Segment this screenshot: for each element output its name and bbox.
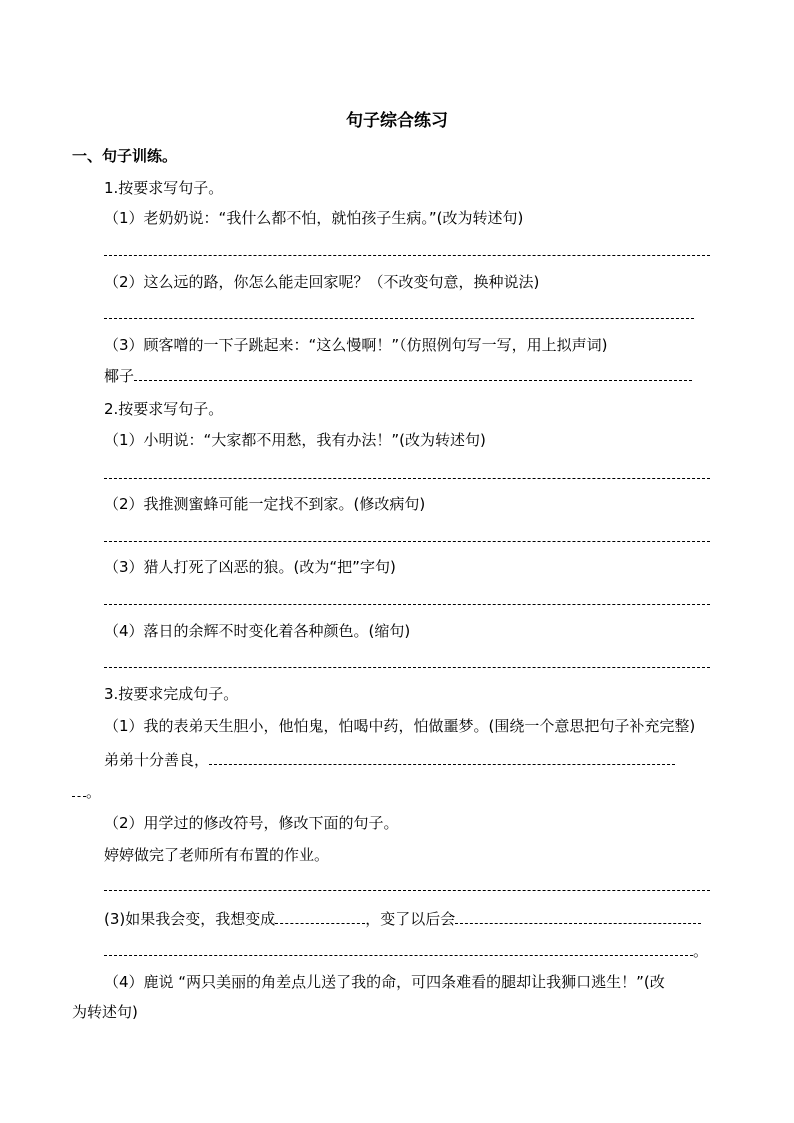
question-text: ，变了以后会 [365, 910, 456, 928]
question-3-item-2: （2）用学过的修改符号，修改下面的句子。 [104, 814, 399, 832]
answer-end: 。 [86, 783, 102, 801]
question-3-item-1-answer-end [72, 782, 101, 802]
question-2-item-1: （1）小明说：“大家都不用愁，我有办法！”(改为转述句) [104, 431, 486, 449]
question-3-item-3-continued [104, 941, 708, 961]
answer-line[interactable] [104, 667, 710, 668]
question-3-item-1-answer [104, 750, 675, 770]
question-1-item-3: （3）顾客噌的一下子跳起来：“这么慢啊！”（仿照例句写一写，用上拟声词) [104, 336, 608, 354]
question-2-item-3: （3）猎人打死了凶恶的狼。(改为“把”字句) [104, 558, 396, 576]
answer-blank[interactable] [72, 782, 86, 797]
answer-blank[interactable] [134, 366, 692, 381]
answer-line[interactable] [104, 541, 710, 542]
question-2-item-4: （4）落日的余辉不时变化着各种颜色。(缩句) [104, 622, 411, 640]
answer-prefix: 椰子 [104, 367, 135, 385]
answer-line[interactable] [104, 478, 710, 479]
question-2-label: 2.按要求写句子。 [104, 400, 224, 418]
question-3-item-4-continued: 为转述句) [72, 1003, 138, 1021]
answer-line[interactable] [104, 890, 710, 891]
answer-line[interactable] [104, 255, 710, 256]
question-3-item-1: （1）我的表弟天生胆小，他怕鬼，怕喝中药，怕做噩梦。(围绕一个意思把句子补充完整) [104, 717, 696, 735]
question-3-item-3 [104, 909, 701, 929]
answer-prefix: 弟弟十分善良， [104, 751, 210, 769]
question-3-label: 3.按要求完成句子。 [104, 685, 239, 703]
question-2-item-2: （2）我推测蜜蜂可能一定找不到家。(修改病句) [104, 495, 426, 513]
answer-blank[interactable] [209, 750, 675, 765]
question-1-item-3-answer [104, 366, 692, 386]
question-1-item-2: （2）这么远的路，你怎么能走回家呢？（不改变句意，换种说法) [104, 273, 540, 291]
answer-line[interactable] [104, 318, 694, 319]
answer-blank[interactable] [104, 941, 693, 956]
question-3-item-4: （4）鹿说 “两只美丽的角差点儿送了我的命，可四条难看的腿却让我狮口逃生！”(改 [104, 973, 665, 991]
answer-blank[interactable] [455, 909, 701, 924]
answer-blank[interactable] [275, 909, 365, 924]
question-1-label: 1.按要求写句子。 [104, 179, 224, 197]
section-heading: 一、句子训练。 [72, 147, 178, 165]
question-text: (3)如果我会变，我想变成 [104, 910, 276, 928]
question-1-item-1: （1）老奶奶说：“我什么都不怕，就怕孩子生病。”(改为转述句) [104, 209, 524, 227]
question-3-item-2-sentence: 婷婷做完了老师所有布置的作业。 [104, 846, 330, 864]
page-title: 句子综合练习 [346, 111, 448, 131]
answer-line[interactable] [104, 604, 710, 605]
answer-end: 。 [693, 942, 709, 960]
